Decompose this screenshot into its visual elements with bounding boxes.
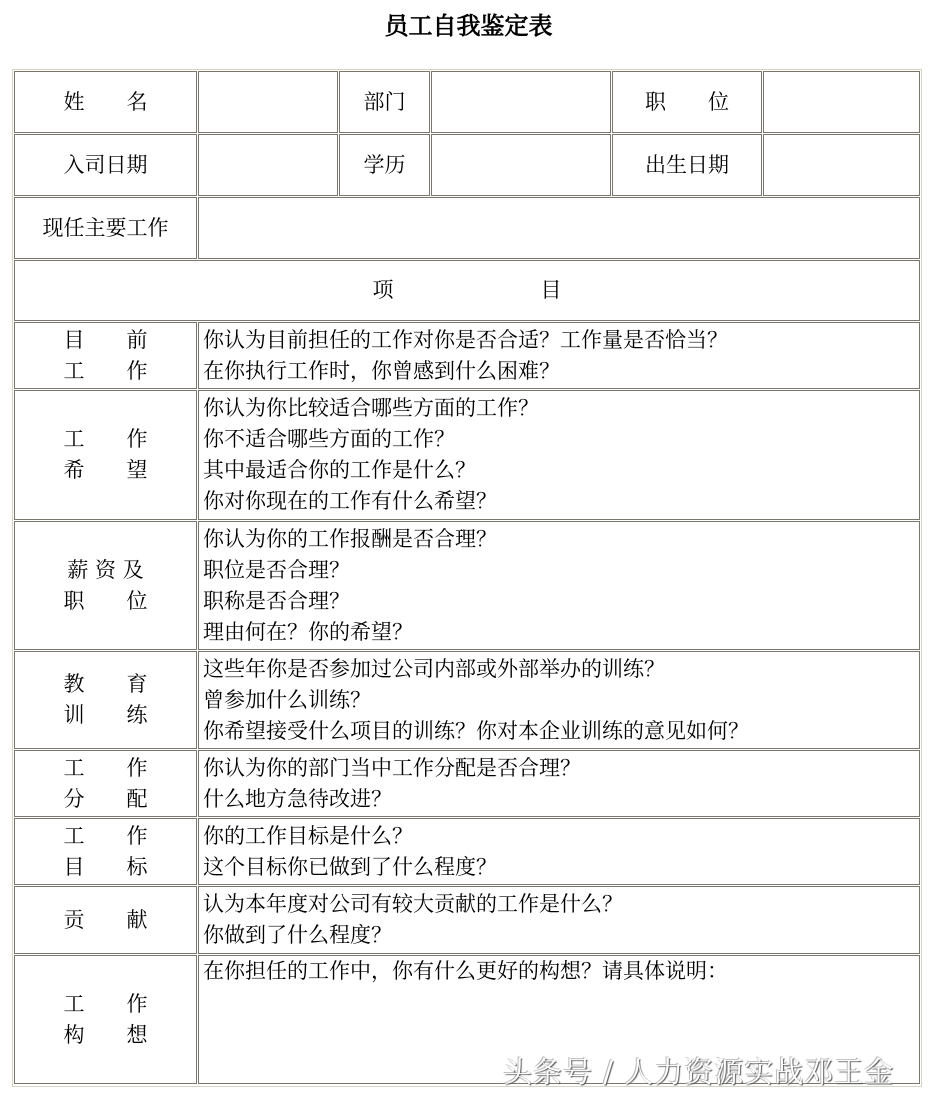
section-questions[interactable] xyxy=(198,651,920,749)
section-label-line: 希 望 xyxy=(63,458,148,482)
position-label: 职 位 xyxy=(612,71,762,133)
section-label-line: 分 配 xyxy=(63,786,148,811)
question-text: 你的工作目标是什么？ xyxy=(203,823,413,848)
section-label xyxy=(14,750,197,817)
section-questions[interactable] xyxy=(198,818,920,885)
section-label-line: 工 作 xyxy=(63,358,148,383)
question-text: 理由何在？你的希望？ xyxy=(203,619,413,644)
question-text: 你认为目前担任的工作对你是否合适？工作量是否恰当？ xyxy=(203,327,728,352)
question-text: 你认为你比较适合哪些方面的工作？ xyxy=(203,396,539,420)
section-label-line: 薪 资 及 xyxy=(67,557,144,582)
question-text: 你对你现在的工作有什么希望？ xyxy=(203,489,497,513)
join-date-field[interactable] xyxy=(198,134,338,196)
section-label xyxy=(14,818,197,885)
question-text: 其中最适合你的工作是什么？ xyxy=(203,458,476,482)
dept-label: 部门 xyxy=(339,71,430,133)
section-questions[interactable] xyxy=(198,390,920,520)
section-row xyxy=(14,322,920,389)
section-label-line: 训 练 xyxy=(63,703,148,727)
question-text: 这个目标你已做到了什么程度？ xyxy=(203,854,497,879)
dept-field[interactable] xyxy=(431,71,611,133)
section-label-line: 工 作 xyxy=(63,823,148,848)
section-label-line: 贡 献 xyxy=(63,907,148,932)
current-work-label: 现任主要工作 xyxy=(14,197,197,259)
birth-date-field[interactable] xyxy=(763,134,920,196)
section-label-line: 构 想 xyxy=(63,1022,148,1047)
section-questions[interactable] xyxy=(198,521,920,650)
section-label xyxy=(14,886,197,954)
education-label: 学历 xyxy=(339,134,430,196)
section-row xyxy=(14,750,920,817)
join-date-label: 入司日期 xyxy=(14,134,197,196)
question-text: 你不适合哪些方面的工作？ xyxy=(203,427,455,451)
name-label: 姓 名 xyxy=(14,71,197,133)
section-row xyxy=(14,651,920,749)
section-label xyxy=(14,955,197,1084)
question-text: 职称是否合理？ xyxy=(203,588,350,613)
question-text: 你认为你的部门当中工作分配是否合理？ xyxy=(203,755,581,780)
question-text: 你认为你的工作报酬是否合理？ xyxy=(203,526,497,551)
section-questions[interactable] xyxy=(198,322,920,389)
section-label-line: 目 标 xyxy=(63,854,148,879)
section-row xyxy=(14,886,920,954)
question-text: 认为本年度对公司有较大贡献的工作是什么？ xyxy=(203,892,623,916)
question-text: 你做到了什么程度？ xyxy=(203,923,392,947)
question-text: 这些年你是否参加过公司内部或外部举办的训练？ xyxy=(203,656,665,681)
section-row xyxy=(14,390,920,520)
section-label xyxy=(14,322,197,389)
page-title: 员工自我鉴定表 xyxy=(384,11,553,40)
section-label-line: 工 作 xyxy=(63,991,148,1016)
question-text: 在你担任的工作中，你有什么更好的构想？请具体说明： xyxy=(203,959,728,983)
position-field[interactable] xyxy=(763,71,920,133)
section-label-line: 工 作 xyxy=(63,755,148,780)
watermark: 头条号 / 人力资源实战邓王金 xyxy=(503,1055,895,1089)
section-label-line: 教 育 xyxy=(63,672,148,696)
question-text: 职位是否合理？ xyxy=(203,557,350,582)
question-text: 在你执行工作时，你曾感到什么困难？ xyxy=(203,358,560,383)
section-label-line: 职 位 xyxy=(63,588,148,613)
name-field[interactable] xyxy=(198,71,338,133)
section-questions[interactable] xyxy=(198,886,920,954)
self-assessment-table xyxy=(13,70,921,1085)
section-label xyxy=(14,651,197,749)
education-field[interactable] xyxy=(431,134,611,196)
section-row xyxy=(14,818,920,885)
birth-date-label: 出生日期 xyxy=(612,134,762,196)
question-text: 你希望接受什么项目的训练？你对本企业训练的意见如何？ xyxy=(203,718,749,743)
items-header: 项 目 xyxy=(14,260,920,321)
section-label xyxy=(14,521,197,650)
current-work-field[interactable] xyxy=(198,197,920,259)
section-label xyxy=(14,390,197,520)
section-label-line: 目 前 xyxy=(63,327,148,352)
section-label-line: 工 作 xyxy=(63,427,148,451)
question-text: 什么地方急待改进？ xyxy=(203,786,392,811)
section-row xyxy=(14,521,920,650)
section-questions[interactable] xyxy=(198,750,920,817)
question-text: 曾参加什么训练？ xyxy=(203,687,371,712)
